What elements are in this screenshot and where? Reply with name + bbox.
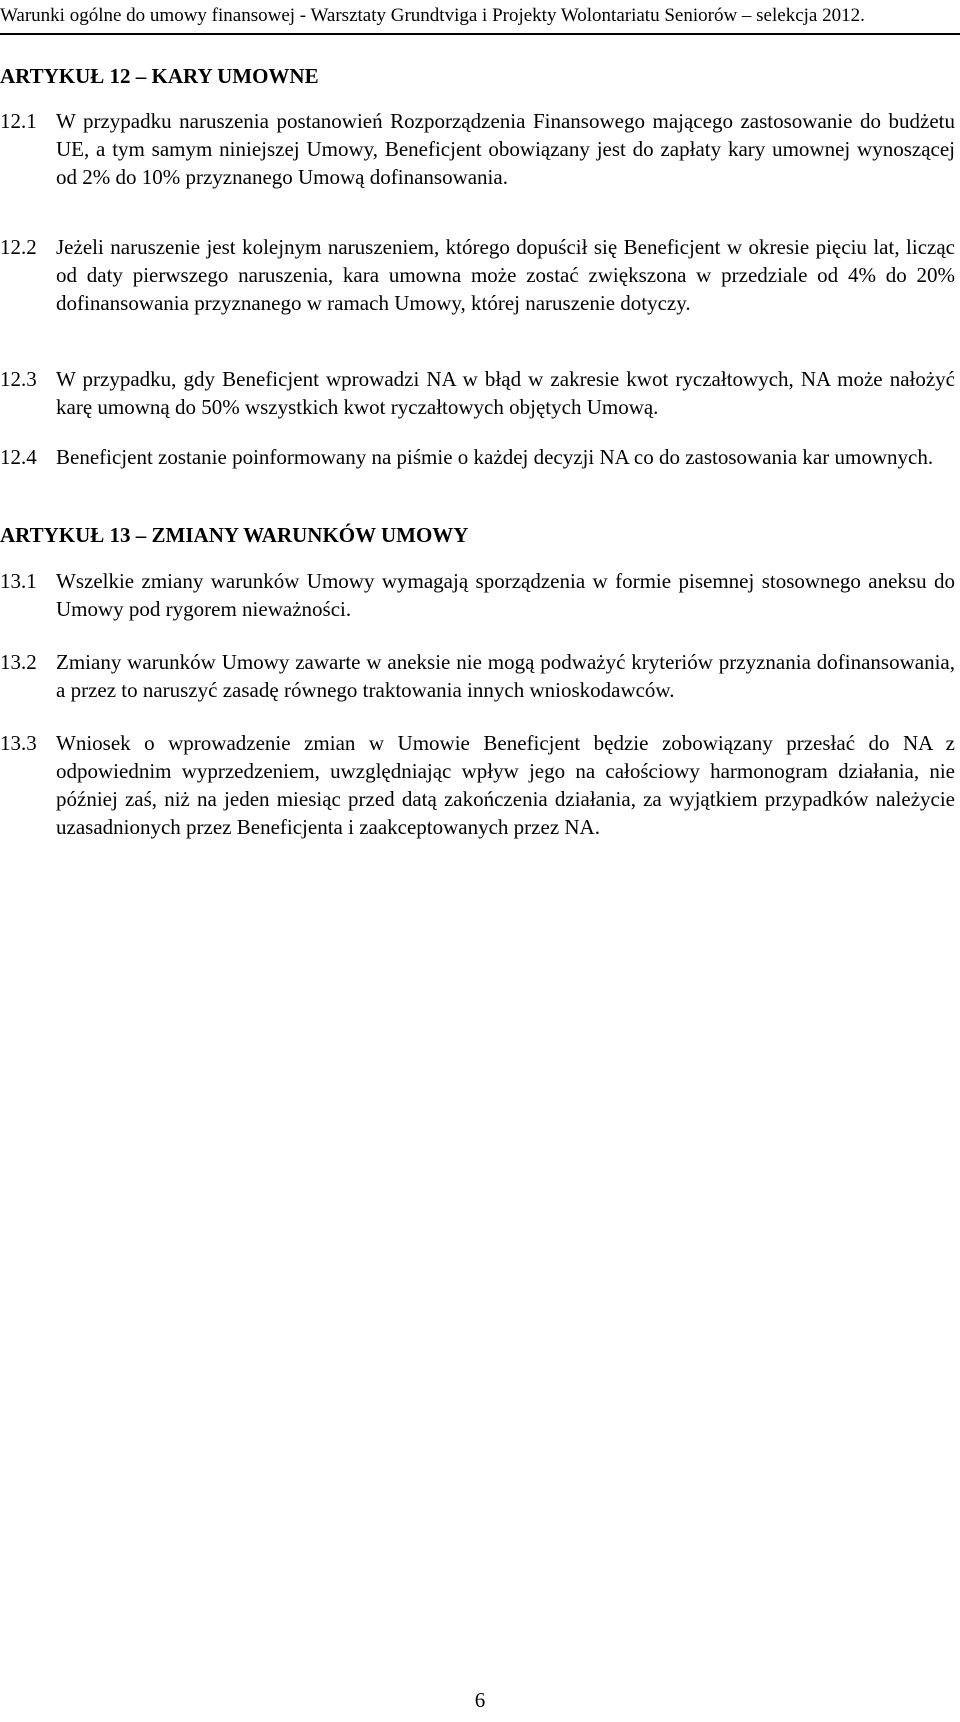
clause-text: Wszelkie zmiany warunków Umowy wymagają sporządzenia w formie pisemnej stosownego aneksu do Umowy pod rygorem nieważności. (56, 569, 955, 621)
clause-13-1 (0, 567, 955, 623)
clause-number: 12.1 (0, 109, 37, 133)
clause-text: W przypadku, gdy Beneficjent wprowadzi NA w błąd w zakresie kwot ryczałtowych, NA może nałożyć karę umowną do 50% wszystkich kwot ryczałtowych objętych Umową. (56, 367, 955, 419)
clause-12-1 (0, 107, 955, 191)
clause-13-2 (0, 648, 955, 704)
clause-number: 12.2 (0, 235, 37, 259)
clause-12-2 (0, 233, 955, 317)
clause-text: W przypadku naruszenia postanowień Rozporządzenia Finansowego mającego zastosowanie do budżetu UE, a tym samym niniejszej Umowy, Beneficjent obowiązany jest do zapłaty kary umownej wynoszącej od 2% do 10% przyznanego Umową dofinansowania. (56, 109, 955, 189)
page-number: 6 (474, 1688, 486, 1712)
article-12-heading: ARTYKUŁ 12 – KARY UMOWNE (0, 64, 319, 88)
clause-text: Beneficjent zostanie poinformowany na piśmie o każdej decyzji NA co do zastosowania kar umownych. (56, 445, 934, 469)
clause-number: 13.1 (0, 569, 37, 593)
clause-13-3 (0, 729, 955, 841)
clause-text: Wniosek o wprowadzenie zmian w Umowie Beneficjent będzie zobowiązany przesłać do NA z odpowiednim wyprzedzeniem, uwzględniając wpływ jego na całościowy harmonogram działania, nie później zaś, niż na jeden miesiąc przed datą zakończenia działania, za wyjątkiem przypadków należycie uzasadnionych przez Beneficjenta i zaakceptowanych przez NA. (56, 731, 955, 839)
header-rule (0, 33, 960, 35)
clause-text: Zmiany warunków Umowy zawarte w aneksie nie mogą podważyć kryteriów przyznania dofinansowania, a przez to naruszyć zasadę równego traktowania innych wnioskodawców. (56, 650, 955, 702)
article-13-heading: ARTYKUŁ 13 – ZMIANY WARUNKÓW UMOWY (0, 523, 469, 547)
clause-12-3 (0, 365, 955, 421)
clause-number: 12.3 (0, 367, 37, 391)
clause-text: Jeżeli naruszenie jest kolejnym naruszeniem, którego dopuścił się Beneficjent w okresie pięciu lat, licząc od daty pierwszego naruszenia, kara umowna może zostać zwiększona w przedziale od 4% do 20% dofinansowania przyznanego w ramach Umowy, której naruszenie dotyczy. (56, 235, 955, 315)
clause-number: 13.2 (0, 650, 37, 674)
clause-number: 12.4 (0, 445, 37, 469)
running-header: Warunki ogólne do umowy finansowej - Warsztaty Grundtviga i Projekty Wolontariatu Seniorów – selekcja 2012. (0, 5, 865, 26)
clause-number: 13.3 (0, 731, 37, 755)
clause-12-4 (0, 443, 955, 471)
